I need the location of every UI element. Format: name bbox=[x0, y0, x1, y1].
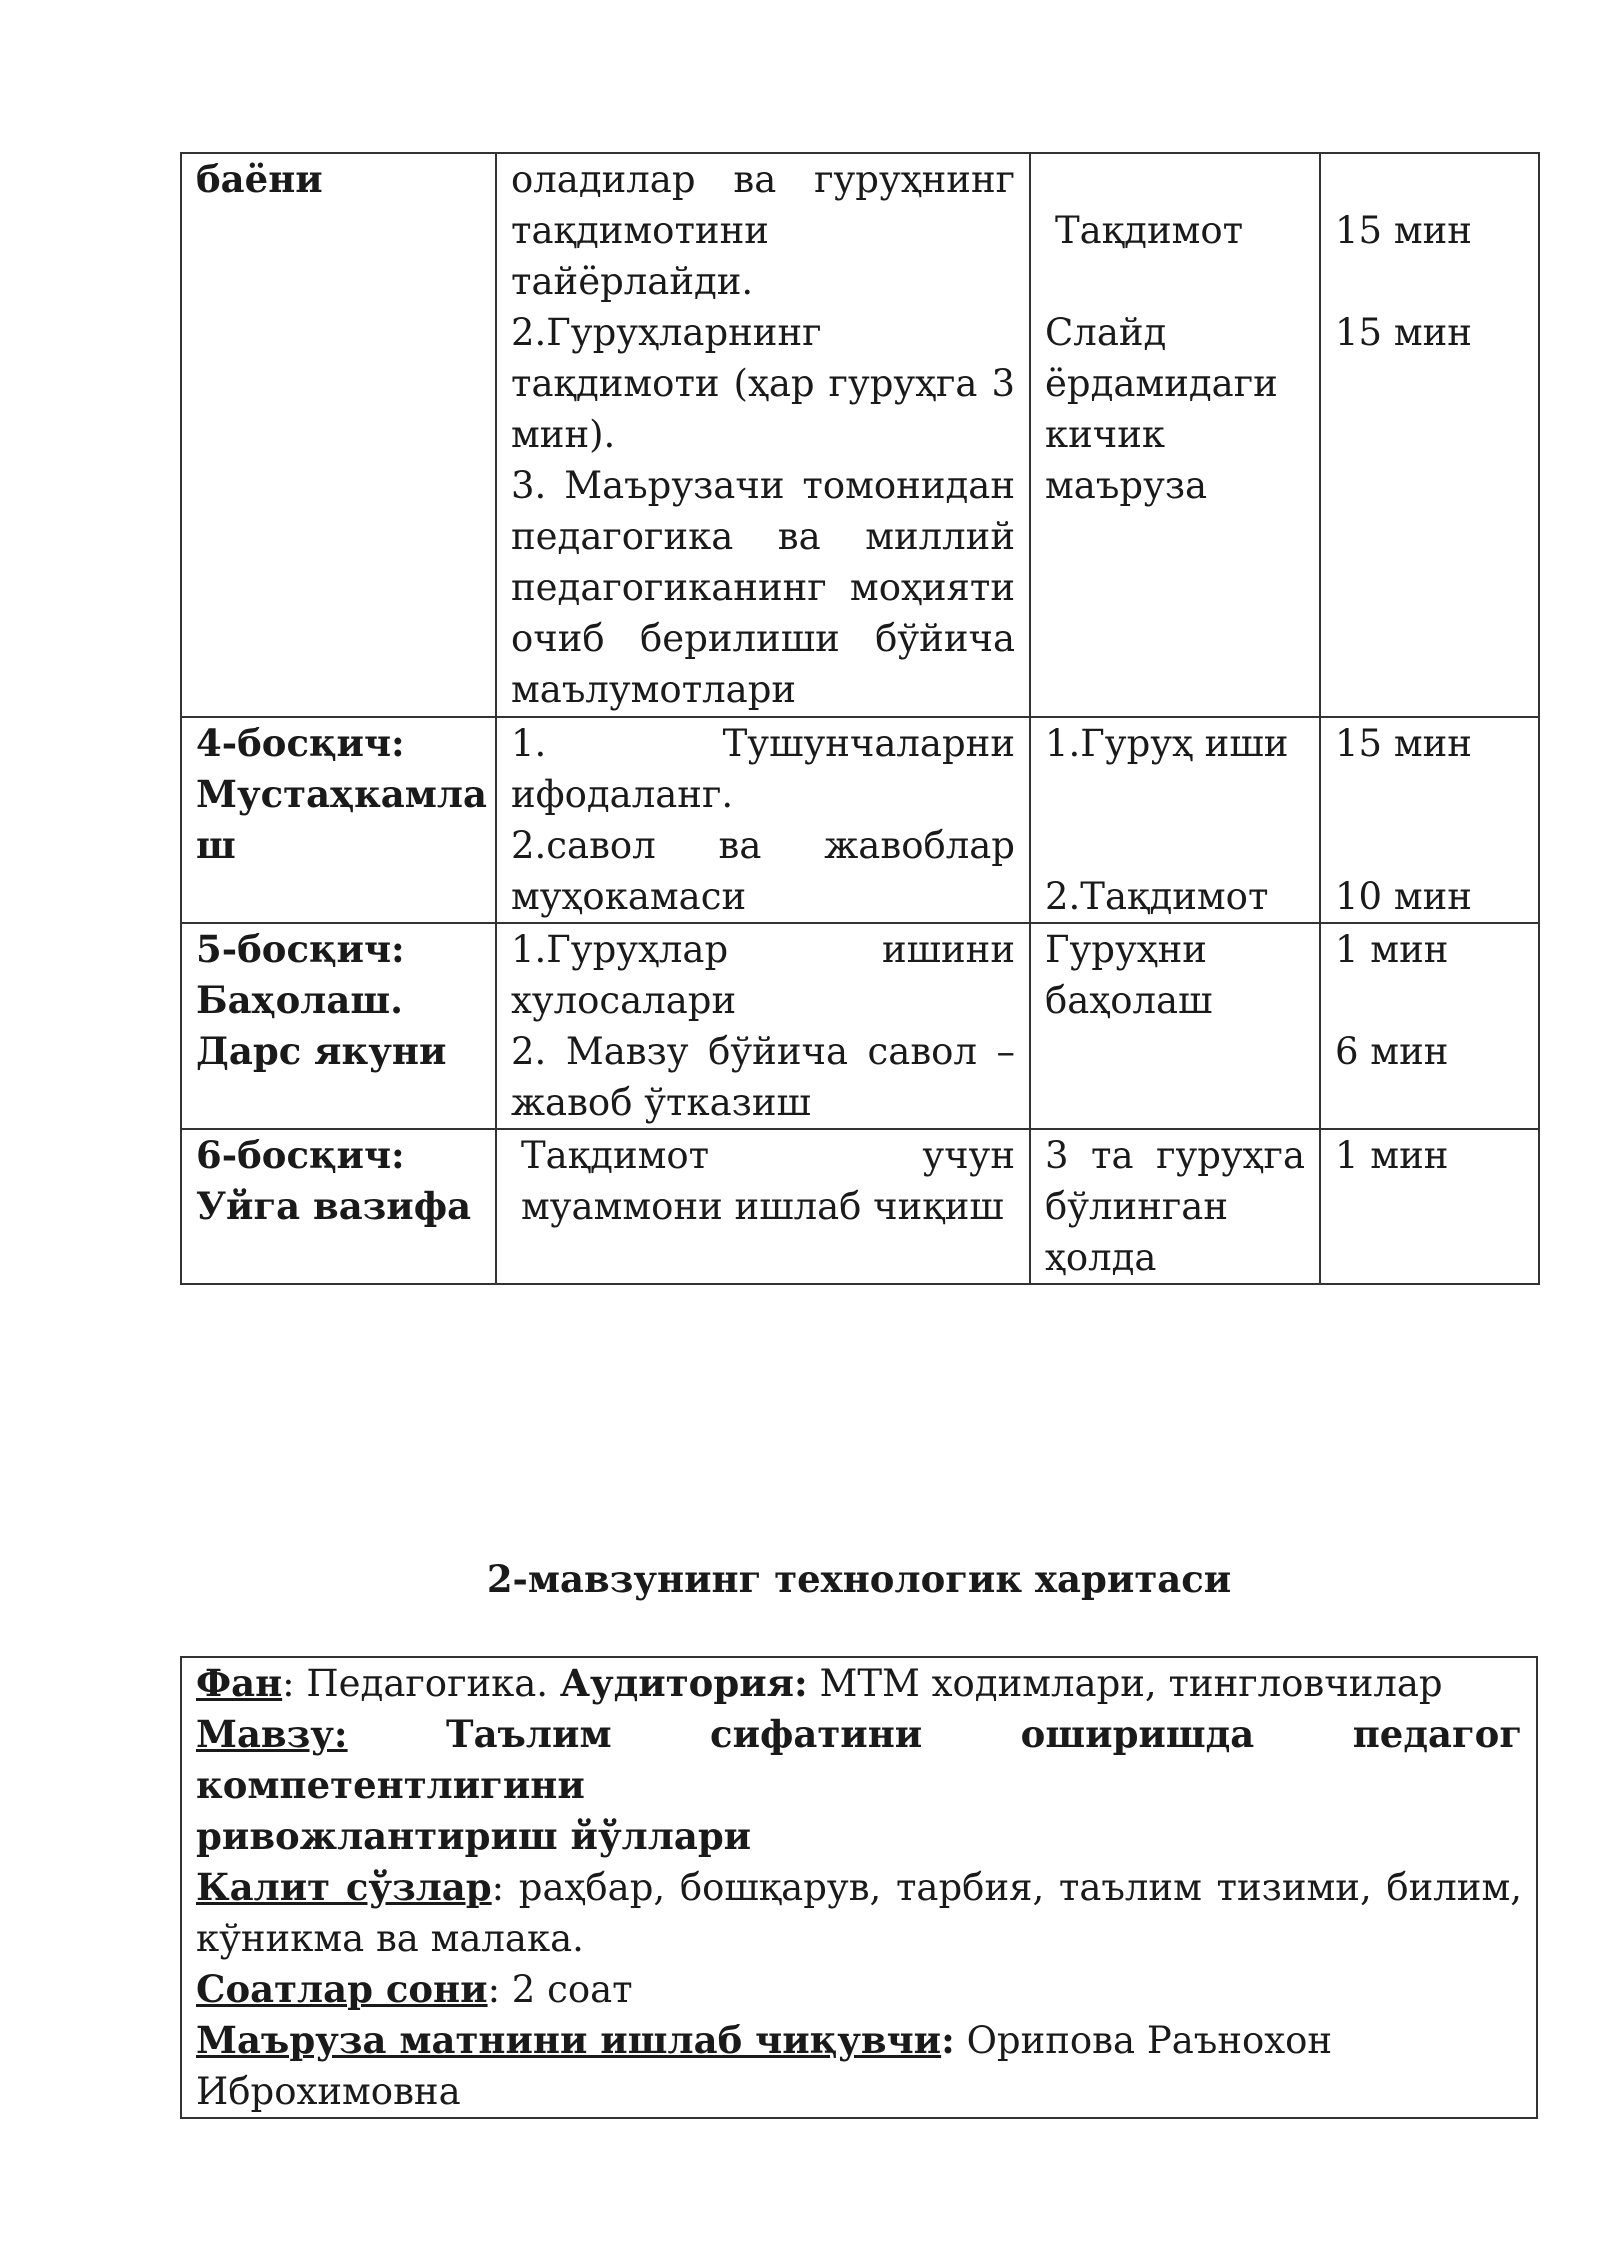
method-text: ҳолда bbox=[1045, 1236, 1157, 1279]
author-line-2: Иброхимовна bbox=[196, 2070, 461, 2113]
hours-label: Соатлар сони bbox=[196, 1967, 488, 2011]
activity-line: 1.Гуруҳлар ишини bbox=[511, 928, 1015, 971]
stage-line: ш bbox=[196, 823, 236, 867]
activity-line: маълумотлари bbox=[511, 668, 797, 711]
stage-cell bbox=[181, 717, 496, 923]
method-text: 2.Тақдимот bbox=[1045, 875, 1269, 918]
stage-line: 5-босқич: bbox=[196, 927, 405, 971]
stage-line: Мустаҳкамла bbox=[196, 772, 487, 816]
audience-label: Аудитория: bbox=[559, 1661, 808, 1705]
table-row bbox=[181, 1129, 1539, 1284]
author-label: Маъруза матнини ишлаб чиқувчи bbox=[196, 2018, 942, 2062]
activity-cell bbox=[496, 717, 1030, 923]
stage-line: Уйга вазифа bbox=[196, 1184, 472, 1228]
activity-cell bbox=[496, 1129, 1030, 1284]
author-line bbox=[196, 2015, 1522, 2066]
time-cell bbox=[1320, 153, 1539, 717]
author-colon: : bbox=[941, 2018, 955, 2062]
stage-line: 4-босқич: bbox=[196, 721, 405, 765]
subject-label: Фан bbox=[196, 1661, 283, 1705]
activity-cell bbox=[496, 923, 1030, 1129]
activity-line: 2.Гуруҳларнинг bbox=[511, 311, 822, 354]
activity-line: муҳокамаси bbox=[511, 875, 747, 918]
topic-line bbox=[196, 1709, 1522, 1811]
keywords-label: Калит сўзлар bbox=[196, 1865, 492, 1909]
activity-line: хулосалари bbox=[511, 979, 737, 1022]
method-cell bbox=[1030, 153, 1320, 717]
method-text: баҳолаш bbox=[1045, 979, 1213, 1022]
topic-label: Мавзу: bbox=[196, 1712, 348, 1756]
method-cell bbox=[1030, 1129, 1320, 1284]
stage-line: баёни bbox=[196, 157, 323, 201]
activity-line: тақдимоти (ҳар гуруҳга 3 bbox=[511, 362, 1015, 405]
activity-line: 2.савол ва жавоблар bbox=[511, 824, 1015, 867]
lesson-plan-table bbox=[180, 152, 1540, 1285]
activity-line: жавоб ўтказиш bbox=[511, 1081, 811, 1124]
activity-line: педагогиканинг моҳияти bbox=[511, 566, 1015, 609]
hours-value: : 2 соат bbox=[487, 1968, 633, 2011]
method-cell bbox=[1030, 923, 1320, 1129]
activity-line: 3. Маърузачи томонидан bbox=[511, 464, 1015, 507]
topic-value: Таълим сифатини оширишда педагог компетентлигини bbox=[196, 1712, 1522, 1807]
activity-line: оладилар ва гуруҳнинг bbox=[511, 158, 1015, 201]
subject-value: : Педагогика. bbox=[282, 1662, 549, 1705]
table-row bbox=[181, 923, 1539, 1129]
method-text: 3 та гуруҳга bbox=[1045, 1134, 1305, 1177]
activity-line: тақдимотини bbox=[511, 209, 769, 252]
subject-audience-line bbox=[196, 1658, 1522, 1709]
method-cell bbox=[1030, 717, 1320, 923]
keywords-line-2: кўникма ва малака. bbox=[196, 1917, 584, 1960]
method-text: маъруза bbox=[1045, 464, 1208, 507]
time-text: 15 мин bbox=[1335, 209, 1472, 252]
method-text: Гуруҳни bbox=[1045, 928, 1207, 971]
time-text: 15 мин bbox=[1335, 722, 1472, 765]
activity-line: муаммони ишлаб чиқиш bbox=[521, 1185, 1004, 1228]
activity-line: 1. Тушунчаларни bbox=[511, 722, 1015, 765]
keywords-line bbox=[196, 1862, 1522, 1913]
keywords-value: : раҳбар, бошқарув, тарбия, таълим тизими, билим, bbox=[491, 1866, 1523, 1909]
table-row bbox=[181, 717, 1539, 923]
time-cell bbox=[1320, 717, 1539, 923]
hours-line bbox=[196, 1964, 1522, 2015]
stage-cell bbox=[181, 923, 496, 1129]
time-cell bbox=[1320, 1129, 1539, 1284]
method-text: кичик bbox=[1045, 413, 1166, 456]
activity-line: 2. Мавзу бўйича савол – bbox=[511, 1030, 1015, 1073]
time-text: 1 мин bbox=[1335, 928, 1449, 971]
stage-line: Баҳолаш. bbox=[196, 978, 403, 1022]
activity-line: тайёрлайди. bbox=[511, 260, 754, 303]
activity-line: ифодаланг. bbox=[511, 773, 734, 816]
activity-line: мин). bbox=[511, 413, 616, 456]
activity-cell bbox=[496, 153, 1030, 717]
stage-line: 6-босқич: bbox=[196, 1133, 405, 1177]
method-text: 1.Гуруҳ иши bbox=[1045, 722, 1289, 765]
stage-line: Дарс якуни bbox=[196, 1029, 447, 1073]
method-text: бўлинган bbox=[1045, 1185, 1228, 1228]
method-text: Тақдимот bbox=[1055, 209, 1244, 252]
author-value: Орипова Раънохон bbox=[966, 2019, 1333, 2062]
stage-cell bbox=[181, 153, 496, 717]
table-row bbox=[181, 153, 1539, 717]
method-text: ёрдамидаги bbox=[1045, 362, 1278, 405]
time-text: 10 мин bbox=[1335, 875, 1472, 918]
method-text: Слайд bbox=[1045, 311, 1167, 354]
stage-cell bbox=[181, 1129, 496, 1284]
time-text: 1 мин bbox=[1335, 1134, 1449, 1177]
audience-value: МТМ ходимлари, тингловчилар bbox=[819, 1662, 1443, 1705]
activity-line: Тақдимот учун bbox=[521, 1134, 1015, 1177]
time-cell bbox=[1320, 923, 1539, 1129]
activity-line: педагогика ва миллий bbox=[511, 515, 1015, 558]
time-text: 15 мин bbox=[1335, 311, 1472, 354]
topic-info-box bbox=[180, 1656, 1538, 2119]
section-title: 2-мавзунинг технологик харитаси bbox=[486, 1557, 1232, 1601]
topic-line-2: ривожлантириш йўллари bbox=[196, 1814, 752, 1858]
activity-line: очиб берилиши бўйича bbox=[511, 617, 1015, 660]
time-text: 6 мин bbox=[1335, 1030, 1449, 1073]
